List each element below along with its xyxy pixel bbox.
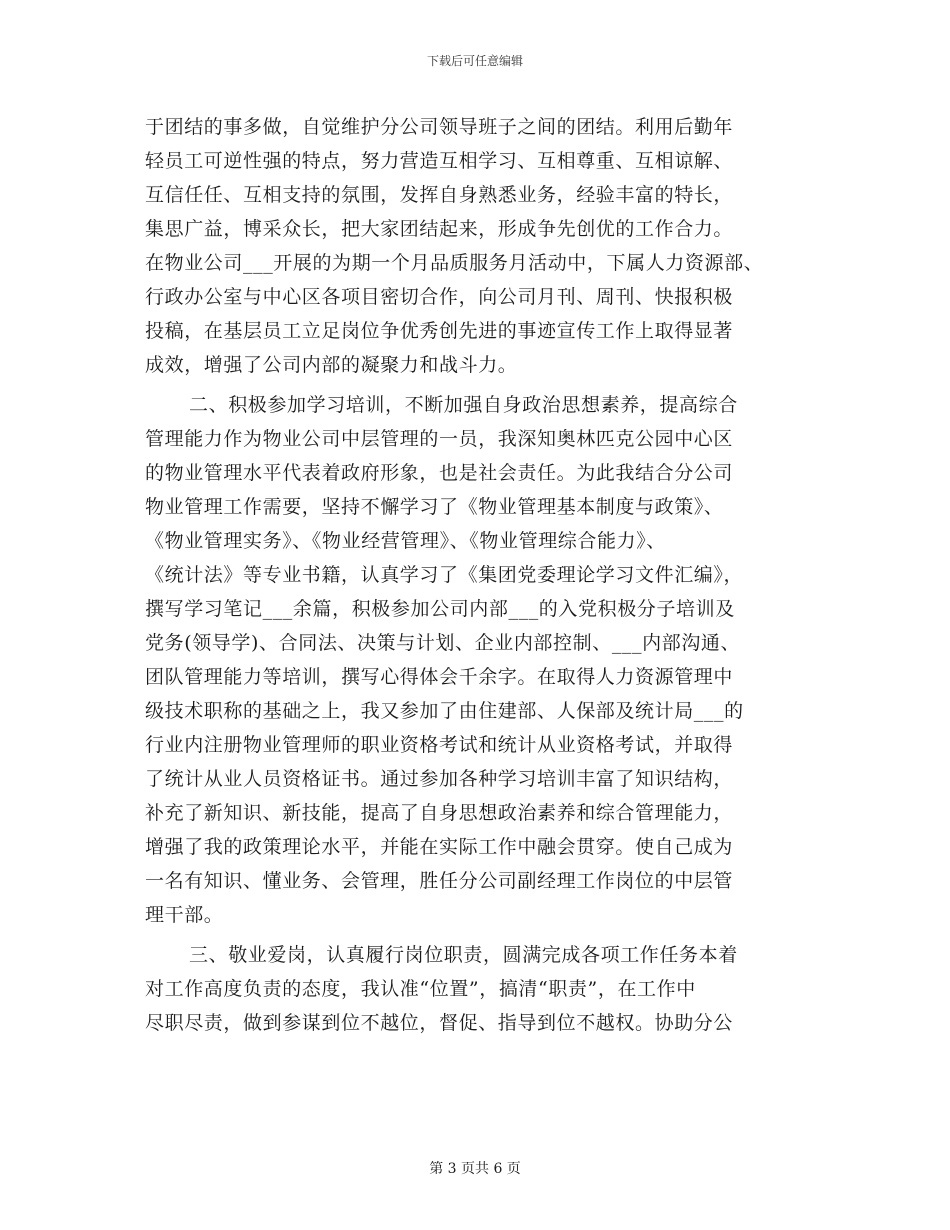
text-line: 于团结的事多做，自觉维护分公司领导班子之间的团结。利用后勤年 xyxy=(145,116,734,138)
text-line: 《物业管理实务》、《物业经营管理》、《物业管理综合能力》、 xyxy=(145,530,666,552)
text-line: 物业管理工作需要，坚持不懈学习了《物业管理基本制度与政策》、 xyxy=(145,496,724,518)
text-line: 投稿，在基层员工立足岗位争优秀创先进的事迹宣传工作上取得显著 xyxy=(145,320,734,342)
text-line: 党务(领导学)、合同法、决策与计划、企业内部控制、___内部沟通、 xyxy=(145,632,741,654)
text-line: 对工作高度负责的态度，我认准“位置”，搞清“职责”，在工作中 xyxy=(145,978,696,1000)
text-line: 的物业管理水平代表着政府形象，也是社会责任。为此我结合分公司 xyxy=(145,462,734,484)
text-line: 集思广益，博采众长，把大家团结起来，形成争先创优的工作合力。 xyxy=(145,218,734,240)
text-line: 行业内注册物业管理师的职业资格考试和统计从业资格考试，并取得 xyxy=(145,734,734,756)
text-line: 团队管理能力等培训，撰写心得体会千余字。在取得人力资源管理中 xyxy=(145,666,734,688)
text-line: 行政办公室与中心区各项目密切合作，向公司月刊、周刊、快报积极 xyxy=(145,286,734,308)
page-header: 下载后可任意编辑 xyxy=(426,54,523,68)
section-two-heading-line: 二、积极参加学习培训，不断加强自身政治思想素养，提高综合 xyxy=(189,394,738,416)
text-line: 级技术职称的基础之上，我又参加了由住建部、人保部及统计局___的 xyxy=(145,700,744,722)
text-line: 一名有知识、懂业务、会管理，胜任分公司副经理工作岗位的中层管 xyxy=(145,870,734,892)
text-line: 互信任任、互相支持的氛围，发挥自身熟悉业务，经验丰富的特长， xyxy=(145,184,734,206)
text-line: 《统计法》等专业书籍，认真学习了《集团党委理论学习文件汇编》， xyxy=(145,564,744,586)
text-line: 理干部。 xyxy=(145,904,224,926)
section-three-heading-line: 三、敬业爱岗，认真履行岗位职责，圆满完成各项工作任务本着 xyxy=(189,944,738,966)
text-line: 撰写学习笔记___余篇，积极参加公司内部___的入党积极分子培训及 xyxy=(145,598,735,620)
text-line: 成效，增强了公司内部的凝聚力和战斗力。 xyxy=(145,354,518,376)
text-line: 增强了我的政策理论水平，并能在实际工作中融会贯穿。使自己成为 xyxy=(145,836,734,858)
text-line: 轻员工可逆性强的特点，努力营造互相学习、互相尊重、互相谅解、 xyxy=(145,150,734,172)
text-line: 在物业公司___开展的为期一个月品质服务月活动中，下属人力资源部、 xyxy=(145,252,764,274)
text-line: 了统计从业人员资格证书。通过参加各种学习培训丰富了知识结构， xyxy=(145,768,734,790)
text-line: 补充了新知识、新技能，提高了自身思想政治素养和综合管理能力， xyxy=(145,802,734,824)
document-body xyxy=(145,110,835,1040)
text-line: 管理能力作为物业公司中层管理的一员，我深知奥林匹克公园中心区 xyxy=(145,428,734,450)
page-number: 第 3 页共 6 页 xyxy=(429,1161,521,1177)
text-line: 尽职尽责，做到参谋到位不越位，督促、指导到位不越权。协助分公 xyxy=(145,1012,734,1034)
